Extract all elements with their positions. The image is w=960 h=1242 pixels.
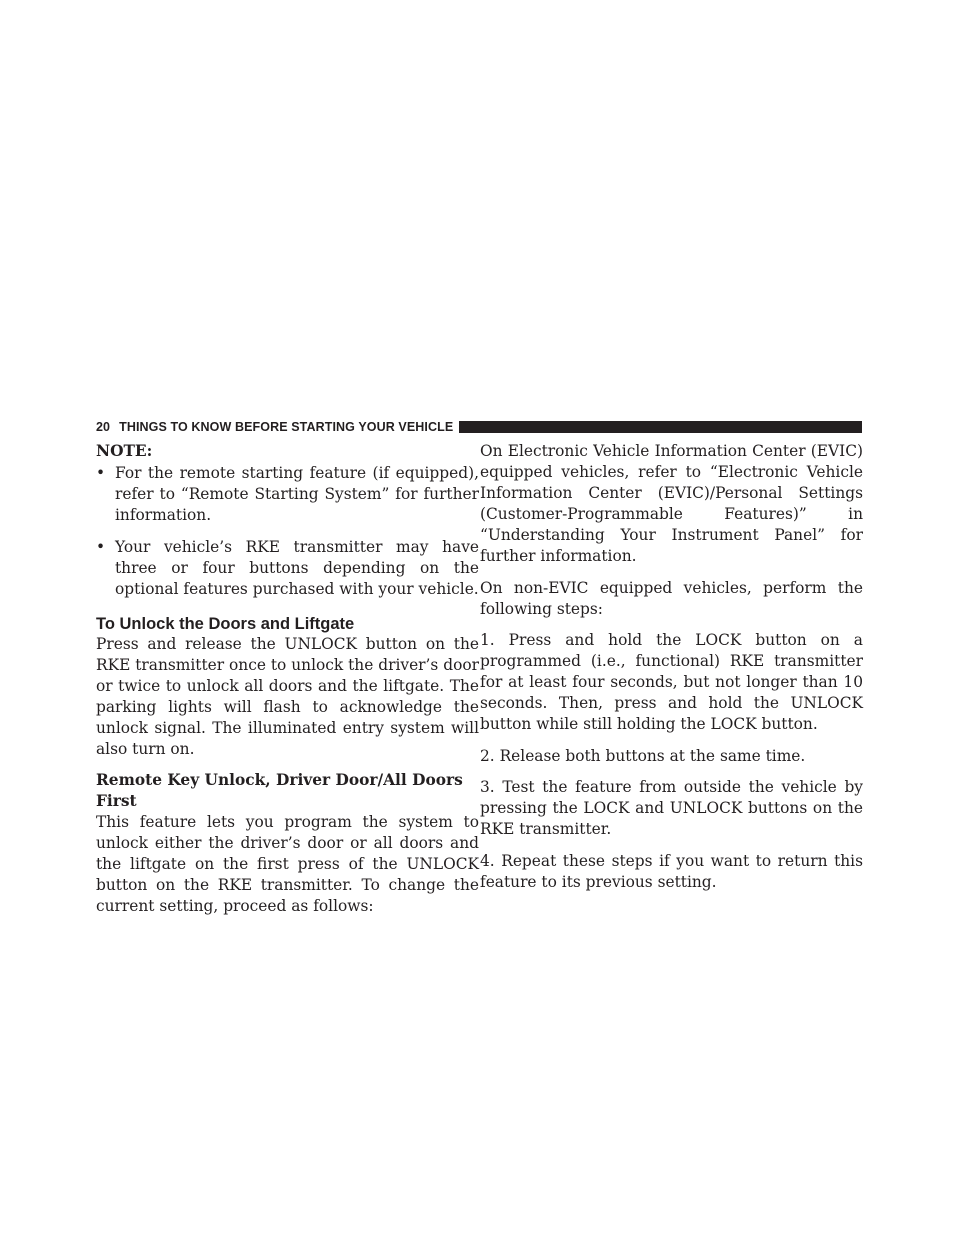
step-2: 2. Release both buttons at the same time. bbox=[480, 746, 806, 765]
bullet-icon: • bbox=[96, 464, 106, 482]
sub-heading: Remote Key Unlock, Driver Door/All Doors First bbox=[96, 771, 463, 810]
page-number: 20 bbox=[96, 420, 111, 434]
note-bullet-item bbox=[96, 463, 479, 526]
step-1: 1. Press and hold the LOCK button on a programmed (i.e., functional) RKE transmitter for at least four seconds, but not longer than 10 seconds. Then, press and hold the UNLOCK button while still holding the LOCK button. bbox=[480, 631, 863, 733]
header-rule bbox=[459, 421, 862, 433]
step-4: 4. Repeat these steps if you want to return this feature to its previous setting. bbox=[480, 851, 863, 891]
evic-paragraph: On Electronic Vehicle Information Center (EVIC) equipped vehicles, refer to “Electronic Vehicle Information Center (EVIC)/Personal Settings (Customer-Programmable Features)” in “Understanding Your Instrument Panel” for further information. bbox=[480, 442, 863, 565]
note-bullet-text: For the remote starting feature (if equipped), refer to “Remote Starting System” for further information. bbox=[115, 464, 479, 524]
note-bullet-item bbox=[96, 537, 479, 600]
non-evic-paragraph: On non-EVIC equipped vehicles, perform the following steps: bbox=[480, 578, 863, 618]
note-bullet-text: Your vehicle’s RKE transmitter may have three or four buttons depending on the optional features purchased with your vehicle. bbox=[115, 537, 479, 598]
section-heading: To Unlock the Doors and Liftgate bbox=[96, 614, 355, 633]
left-column bbox=[96, 441, 479, 928]
sub-heading-body: This feature lets you program the system to unlock either the driver’s door or all doors and the liftgate on the first press of the UNLOCK button on the RKE transmitter. To change the current setting, proceed as follows: bbox=[96, 813, 479, 915]
right-column bbox=[480, 441, 863, 903]
section-body: Press and release the UNLOCK button on the RKE transmitter once to unlock the driver’s door or twice to unlock all doors and the liftgate. The parking lights will flash to acknowledge the unlock signal. The illuminated entry system will also turn on. bbox=[96, 634, 479, 758]
bullet-icon: • bbox=[96, 537, 106, 556]
running-title: THINGS TO KNOW BEFORE STARTING YOUR VEHICLE bbox=[119, 420, 454, 434]
note-label: NOTE: bbox=[96, 442, 153, 460]
note-bullet-list bbox=[96, 463, 479, 600]
page-header bbox=[96, 419, 862, 435]
step-3: 3. Test the feature from outside the vehicle by pressing the LOCK and UNLOCK buttons on the RKE transmitter. bbox=[480, 778, 863, 838]
